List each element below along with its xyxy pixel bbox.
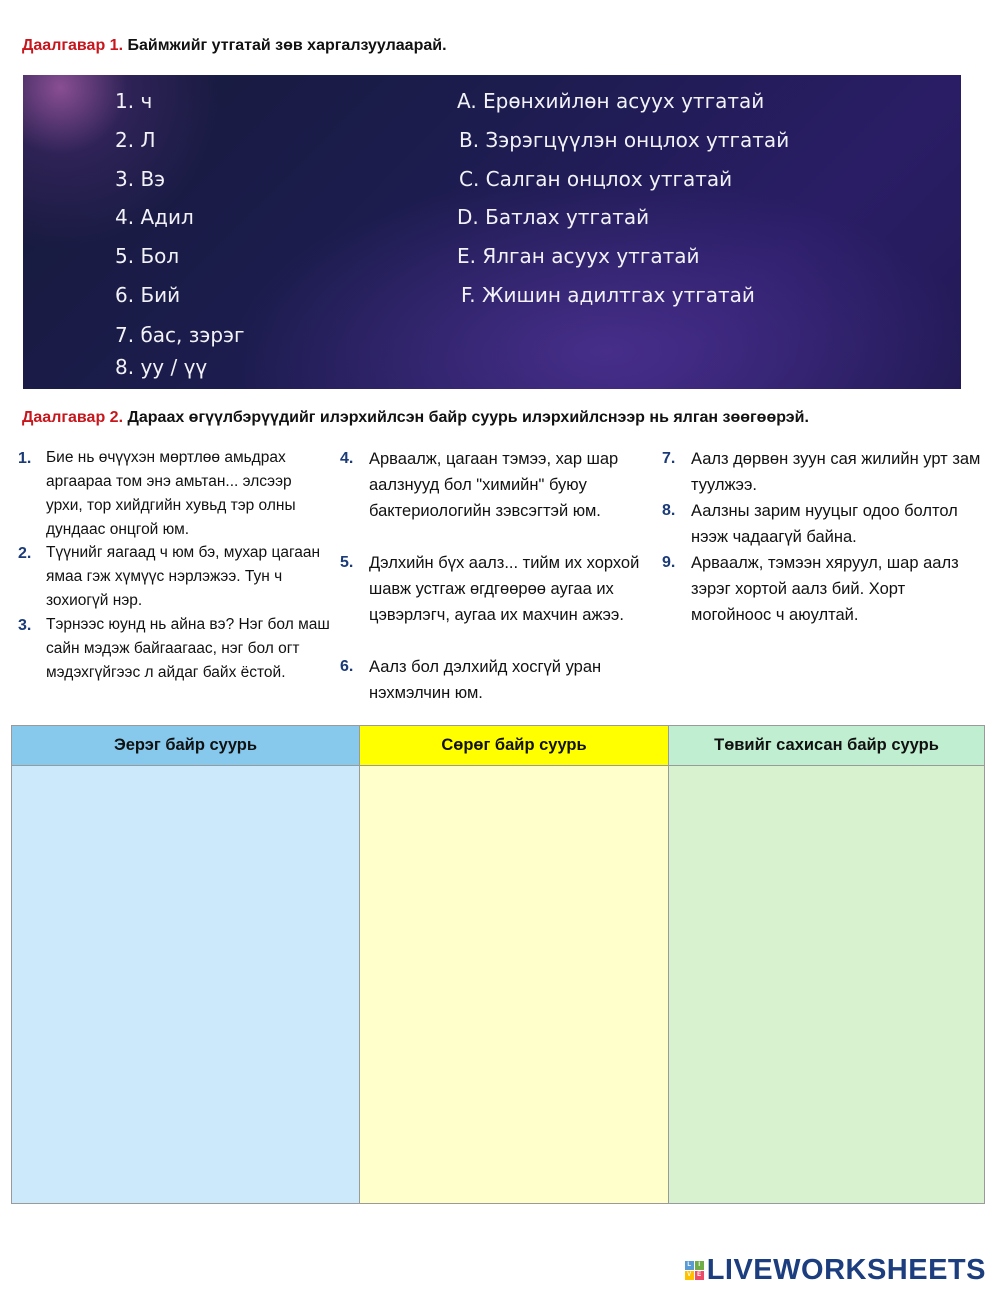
sentence-number: 3. [18, 617, 32, 634]
sentence-number: 8. [662, 502, 676, 519]
particle-item[interactable]: 5. Бол [115, 244, 180, 268]
task2-heading [22, 409, 809, 427]
liveworksheets-mark-icon [685, 1261, 704, 1280]
neutral-column [669, 726, 984, 1203]
negative-column-header: Сөрөг байр суурь [360, 726, 668, 766]
sentence-number: 1. [18, 450, 32, 467]
logo-mark-cell: V [685, 1271, 694, 1280]
sentence-number: 9. [662, 554, 676, 571]
liveworksheets-logo [685, 1254, 986, 1287]
sentence-text: Аалз бол дэлхийд хосгүй уран нэхмэлчин юм. [369, 658, 602, 702]
sentence-text: Дэлхийн бүх аалз... тийм их хорхой шавж устгаж өгдгөөрөө аугаа их цэвэрлэгч, аугаа их махчин ажээ. [369, 554, 640, 624]
meaning-item[interactable]: A. Ерөнхийлөн асуух утгатай [457, 89, 765, 113]
particle-item[interactable]: 3. Вэ [115, 167, 166, 191]
particle-item[interactable]: 4. Адил [115, 205, 194, 229]
task1-heading [22, 37, 447, 55]
sentence-item[interactable] [18, 446, 330, 542]
task2-label: Даалгавар 2. [22, 409, 124, 426]
meaning-item[interactable]: B. Зэрэгцүүлэн онцлох утгатай [459, 128, 790, 152]
sentence-number: 2. [18, 545, 32, 562]
meaning-item[interactable]: D. Батлах утгатай [457, 205, 650, 229]
positive-column [12, 726, 360, 1203]
task2-instruction: Дараах өгүүлбэрүүдийг илэрхийлсэн байр суурь илэрхийлснээр нь ялган зөөгөөрэй. [127, 409, 809, 426]
sentence-item[interactable] [662, 446, 982, 498]
particle-item[interactable]: 6. Бий [115, 283, 181, 307]
matching-panel [23, 75, 961, 389]
sentence-item[interactable] [18, 613, 330, 685]
sentence-item[interactable] [340, 654, 655, 706]
positive-drop-zone[interactable] [12, 766, 359, 1203]
sentence-text: Бие нь өчүүхэн мөртлөө амьдрах аргаараа том энэ амьтан... элсээр урхи, тор хийдгийн хувьд тэр олны дундаас онцгой юм. [46, 449, 296, 538]
sentence-text: Аалзны зарим нууцыг одоо болтол нээж чадаагүй байна. [691, 502, 958, 546]
negative-column [360, 726, 669, 1203]
neutral-drop-zone[interactable] [669, 766, 984, 1203]
positive-column-header: Эерэг байр суурь [12, 726, 359, 766]
sentence-item[interactable] [18, 541, 330, 613]
logo-mark-cell: L [685, 1261, 694, 1270]
particle-item[interactable]: 2. Л [115, 128, 156, 152]
sentence-number: 7. [662, 450, 676, 467]
liveworksheets-brand: LIVEWORKSHEETS [706, 1254, 986, 1286]
meaning-item[interactable]: C. Салган онцлох утгатай [459, 167, 733, 191]
task1-instruction: Баймжийг утгатай зөв харгалзуулаарай. [127, 37, 447, 54]
meaning-item[interactable]: F. Жишин адилтгах утгатай [461, 283, 755, 307]
particle-item[interactable]: 7. бас, зэрэг [115, 323, 245, 347]
sentence-number: 5. [340, 554, 354, 571]
neutral-column-header: Төвийг сахисан байр суурь [669, 726, 984, 766]
particle-item[interactable]: 8. уу / үү [115, 355, 208, 379]
sentence-text: Тэрнээс юунд нь айна вэ? Нэг бол маш сайн мэдэж байгаагаас, нэг бол огт мэдэхгүйгээс л айдаг байх ёстой. [46, 616, 330, 681]
sentence-text: Аалз дөрвөн зуун сая жилийн урт зам туулжээ. [691, 450, 981, 494]
particle-item[interactable]: 1. ч [115, 89, 153, 113]
sentence-text: Түүнийг яагаад ч юм бэ, мухар цагаан ямаа гэж хүмүүс нэрлэжээ. Тун ч зохиогүй нэр. [46, 544, 321, 609]
meaning-item[interactable]: E. Ялган асуух утгатай [457, 244, 700, 268]
task1-label: Даалгавар 1. [22, 37, 124, 54]
sentence-text: Арваалж, тэмээн хяруул, шар аалз зэрэг хортой аалз бий. Хорт могойноос ч аюултай. [691, 554, 959, 624]
sentence-item[interactable] [662, 550, 982, 628]
logo-mark-cell: E [695, 1271, 704, 1280]
sentence-number: 6. [340, 658, 354, 675]
sentence-text: Арваалж, цагаан тэмээ, хар шар аалзнууд бол "химийн" буюу бактериологийн зэвсэгтэй юм. [369, 450, 619, 520]
sentence-item[interactable] [340, 446, 655, 524]
sentence-number: 4. [340, 450, 354, 467]
negative-drop-zone[interactable] [360, 766, 668, 1203]
sentence-item[interactable] [340, 550, 655, 628]
sorting-table [11, 725, 985, 1204]
logo-mark-cell: I [695, 1261, 704, 1270]
sentence-item[interactable] [662, 498, 982, 550]
